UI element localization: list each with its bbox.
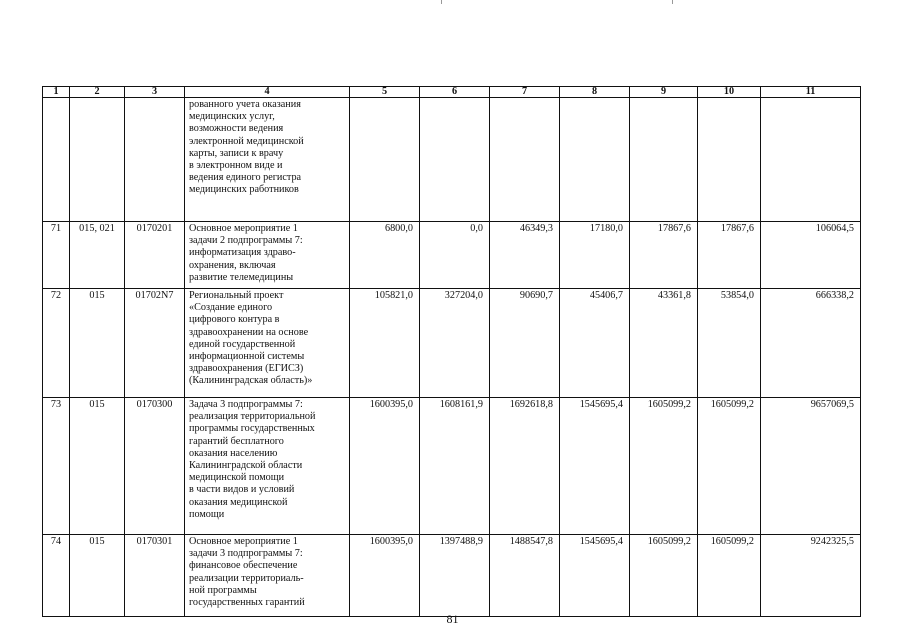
value-cell: 43361,8 [630,289,698,398]
admin-code: 015 [70,289,125,398]
admin-code [70,98,125,222]
value-cell: 1600395,0 [350,398,420,535]
value-cell: 53854,0 [698,289,761,398]
value-cell: 1605099,2 [630,398,698,535]
col-header: 10 [698,87,761,98]
value-cell [630,98,698,222]
total-cell: 9242325,5 [761,535,861,617]
col-header: 11 [761,87,861,98]
description: Основное мероприятие 1 задачи 3 подпрограммы 7: финансовое обеспечение реализации территориаль- ной программы государственных гарантий [185,535,350,617]
table-row [43,98,861,222]
admin-code: 015 [70,535,125,617]
table-row [43,398,861,535]
description: Региональный проект «Создание единого цифрового контура в здравоохранении на основе единой государственной информационной системы здравоохранения (ЕГИСЗ) (Калининградская область)» [185,289,350,398]
col-header: 6 [420,87,490,98]
value-cell: 1692618,8 [490,398,560,535]
table-row [43,222,861,289]
col-header: 2 [70,87,125,98]
col-header: 7 [490,87,560,98]
value-cell: 46349,3 [490,222,560,289]
value-cell: 1605099,2 [630,535,698,617]
value-cell: 1600395,0 [350,535,420,617]
table-row [43,289,861,398]
program-code: 0170300 [125,398,185,535]
program-code [125,98,185,222]
value-cell: 1545695,4 [560,398,630,535]
value-cell: 17180,0 [560,222,630,289]
value-cell [420,98,490,222]
value-cell: 0,0 [420,222,490,289]
program-code: 0170201 [125,222,185,289]
description: Задача 3 подпрограммы 7: реализация территориальной программы государственных гарантий бесплатного оказания населению Калининградской области медицинской помощи в части видов и условий оказания медицинской помощи [185,398,350,535]
value-cell: 1397488,9 [420,535,490,617]
col-header: 1 [43,87,70,98]
row-number: 73 [43,398,70,535]
value-cell: 105821,0 [350,289,420,398]
row-number: 71 [43,222,70,289]
description: Основное мероприятие 1 задачи 2 подпрограммы 7: информатизация здраво- охранения, включая развитие телемедицины [185,222,350,289]
row-number: 74 [43,535,70,617]
col-header: 9 [630,87,698,98]
value-cell: 45406,7 [560,289,630,398]
value-cell [560,98,630,222]
description: рованного учета оказания медицинских услуг, возможности ведения электронной медицинской карты, записи к врачу в электронном виде и ведения единого регистра медицинских работников [185,98,350,222]
total-cell: 666338,2 [761,289,861,398]
value-cell: 327204,0 [420,289,490,398]
budget-table [42,86,861,617]
value-cell: 1545695,4 [560,535,630,617]
value-cell: 1608161,9 [420,398,490,535]
scan-edge-marks [0,0,905,10]
admin-code: 015, 021 [70,222,125,289]
value-cell: 90690,7 [490,289,560,398]
value-cell: 1488547,8 [490,535,560,617]
table-row [43,535,861,617]
program-code: 0170301 [125,535,185,617]
row-number [43,98,70,222]
value-cell: 1605099,2 [698,398,761,535]
value-cell: 17867,6 [698,222,761,289]
header-row [43,87,861,98]
col-header: 4 [185,87,350,98]
total-cell: 106064,5 [761,222,861,289]
page-number: 81 [446,612,459,626]
value-cell: 6800,0 [350,222,420,289]
col-header: 8 [560,87,630,98]
col-header: 5 [350,87,420,98]
value-cell [698,98,761,222]
value-cell [490,98,560,222]
value-cell [350,98,420,222]
total-cell [761,98,861,222]
value-cell: 17867,6 [630,222,698,289]
col-header: 3 [125,87,185,98]
program-code: 01702N7 [125,289,185,398]
row-number: 72 [43,289,70,398]
value-cell: 1605099,2 [698,535,761,617]
admin-code: 015 [70,398,125,535]
total-cell: 9657069,5 [761,398,861,535]
